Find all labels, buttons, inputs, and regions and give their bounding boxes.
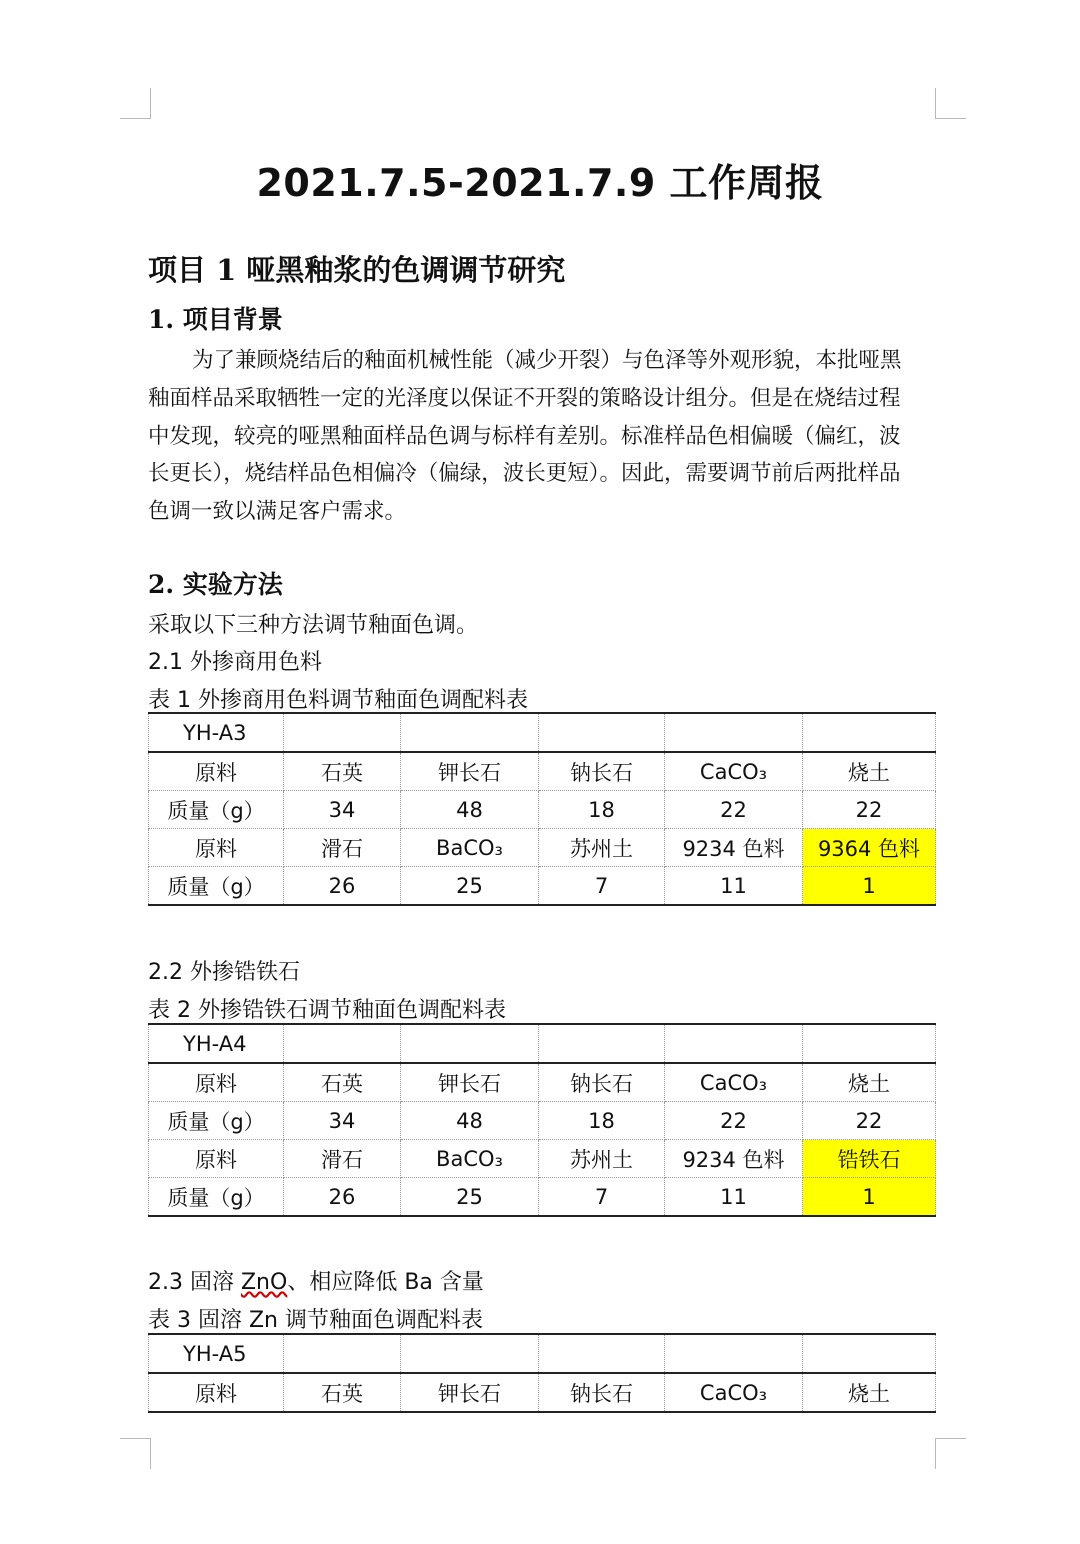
table-cell: 钠长石: [539, 752, 665, 791]
table-cell: 18: [539, 1102, 665, 1140]
table-caption-3: 表 3 固溶 Zn 调节釉面色调配料表: [148, 1308, 483, 1333]
table-cell: 22: [803, 1102, 936, 1140]
page-corner-mark: [120, 1438, 151, 1469]
table-cell: 25: [401, 1178, 539, 1217]
formula-table-1: [148, 712, 936, 906]
table-cell: 25: [401, 867, 539, 906]
document-title: 2021.7.5-2021.7.9 工作周报: [256, 161, 824, 205]
table-cell: 苏州土: [539, 1140, 665, 1178]
highlighted-cell: 锆铁石: [803, 1140, 936, 1178]
table-cell: 22: [803, 791, 936, 829]
paragraph-line: 釉面样品采取牺牲一定的光泽度以保证不开裂的策略设计组分。但是在烧结过程: [148, 386, 901, 411]
spellcheck-underlined-word: ZnO: [240, 1270, 288, 1295]
table-cell: 7: [539, 867, 665, 906]
table-cell: 钾长石: [401, 1373, 539, 1412]
table-cell: 钾长石: [401, 752, 539, 791]
table-cell: 钾长石: [401, 1063, 539, 1102]
table-cell: CaCO₃: [665, 752, 803, 791]
table-cell: 34: [284, 791, 401, 829]
section-heading-background: 1. 项目背景: [148, 305, 283, 334]
subsection-2-3-prefix: 2.3 固溶: [148, 1270, 241, 1295]
paragraph-line: 色调一致以满足客户需求。: [148, 499, 407, 524]
table-cell: 26: [284, 867, 401, 906]
table-cell: 石英: [284, 1063, 401, 1102]
table-cell: 原料: [149, 1140, 284, 1178]
table-cell: 质量（g）: [149, 867, 284, 906]
table-cell: 34: [284, 1102, 401, 1140]
table-cell: 9234 色料: [665, 829, 803, 867]
table-cell: 原料: [149, 1373, 284, 1412]
table-cell: 22: [665, 791, 803, 829]
table-cell: 质量（g）: [149, 791, 284, 829]
table-cell: 原料: [149, 1063, 284, 1102]
page-corner-mark: [120, 88, 151, 119]
table-cell: 钠长石: [539, 1373, 665, 1412]
table-cell: 烧土: [803, 752, 936, 791]
sample-id: YH-A5: [149, 1334, 284, 1373]
table-cell: 11: [665, 1178, 803, 1217]
sample-id: YH-A3: [149, 713, 284, 752]
table-cell: 18: [539, 791, 665, 829]
subsection-2-1: 2.1 外掺商用色料: [148, 650, 322, 675]
table-cell: 质量（g）: [149, 1102, 284, 1140]
table-cell: 石英: [284, 1373, 401, 1412]
page-corner-mark: [935, 88, 966, 119]
formula-table-3: [148, 1333, 936, 1413]
subsection-2-3: [148, 1265, 484, 1296]
table-cell: 苏州土: [539, 829, 665, 867]
highlighted-cell: 1: [803, 1178, 936, 1217]
sample-id: YH-A4: [149, 1024, 284, 1063]
table-cell: 26: [284, 1178, 401, 1217]
formula-table-2: [148, 1023, 936, 1217]
highlighted-cell: 1: [803, 867, 936, 906]
table-cell: 烧土: [803, 1373, 936, 1412]
subsection-2-3-suffix: 、相应降低 Ba 含量: [287, 1270, 484, 1295]
method-intro: 采取以下三种方法调节釉面色调。: [148, 613, 479, 638]
table-cell: BaCO₃: [401, 829, 539, 867]
subsection-2-2: 2.2 外掺锆铁石: [148, 960, 300, 985]
table-caption-1: 表 1 外掺商用色料调节釉面色调配料表: [148, 688, 528, 713]
table-cell: 7: [539, 1178, 665, 1217]
table-cell: BaCO₃: [401, 1140, 539, 1178]
table-cell: 9234 色料: [665, 1140, 803, 1178]
table-cell: 原料: [149, 829, 284, 867]
table-cell: 48: [401, 791, 539, 829]
paragraph-line: 中发现，较亮的哑黑釉面样品色调与标样有差别。标准样品色相偏暖（偏红，波: [148, 424, 901, 449]
paragraph-line: 长更长），烧结样品色相偏冷（偏绿，波长更短）。因此，需要调节前后两批样品: [148, 461, 901, 486]
table-cell: CaCO₃: [665, 1373, 803, 1412]
table-cell: 烧土: [803, 1063, 936, 1102]
table-cell: 滑石: [284, 1140, 401, 1178]
table-cell: CaCO₃: [665, 1063, 803, 1102]
section-heading-method: 2. 实验方法: [148, 570, 283, 599]
table-cell: 滑石: [284, 829, 401, 867]
table-cell: 钠长石: [539, 1063, 665, 1102]
project-heading: 项目 1 哑黑釉浆的色调调节研究: [148, 253, 566, 287]
table-cell: 原料: [149, 752, 284, 791]
table-cell: 11: [665, 867, 803, 906]
paragraph-line: 为了兼顾烧结后的釉面机械性能（减少开裂）与色泽等外观形貌，本批哑黑: [192, 348, 902, 373]
table-cell: 48: [401, 1102, 539, 1140]
table-cell: 石英: [284, 752, 401, 791]
page-corner-mark: [935, 1438, 966, 1469]
table-cell: 质量（g）: [149, 1178, 284, 1217]
table-caption-2: 表 2 外掺锆铁石调节釉面色调配料表: [148, 998, 506, 1023]
table-cell: 22: [665, 1102, 803, 1140]
highlighted-cell: 9364 色料: [803, 829, 936, 867]
